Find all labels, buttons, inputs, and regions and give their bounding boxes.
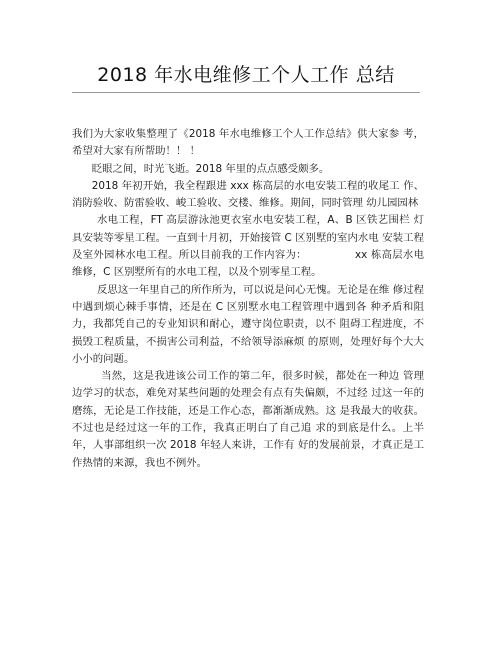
- document-title: 2018 年水电维修工个人工作 总结: [97, 64, 395, 86]
- paragraph-projects: 水电工程，FT 高层游泳池更衣室水电安装工程，A、B 区铁艺围栏 灯具安装等零星工程。一直到十月初，开始接管 C 区别墅的室内水电 安装工程及室外园林水电工程。所以目前我的工作内容为： xx 栋高层水电维修，C 区别墅所有的水电工程，以及个别零星工程。: [72, 214, 424, 279]
- title-underline: [72, 92, 420, 93]
- paragraph-year-start: 2018 年初开始，我全程跟进 xxx 栋高层的水电安装工程的收尾工 作、消防验收、防雷验收、峻工验收、交楼、维修。期间，同时管理 幼儿园园林: [72, 179, 424, 210]
- paragraph-second-year: 当然，这是我进该公司工作的第二年，很多时候，都处在一种边 管理边学习的状态，难免对某些问题的处理会有点有失偏颇，不过经 过这一年的磨练，无论是工作技能，还是工作心态，都渐渐成熟。这 是我最大的收获。不过也是经过这一年的工作，我真正明白了自己追 求的到底是什么。上半年，人事部组织一次 2018 年轻人来讲，工作有 好的发展前景，才真正是工作热情的来源，我也不例外。: [72, 370, 424, 469]
- paragraph-intro: 我们为大家收集整理了《2018 年水电维修工个人工作总结》供大家参 考，希望对大家有所帮助！！ ！: [72, 128, 424, 158]
- paragraph-time-flies: 眨眼之间，时光飞逝。2018 年里的点点感受颇多。: [91, 162, 330, 175]
- document-body: [72, 126, 424, 472]
- paragraph-reflection: 反思这一年里自己的所作所为，可以说是问心无愧。无论是在维 修过程中遇到烦心棘手事情，还是在 C 区别墅水电工程管理中遇到各 种矛盾和阻力，我都凭自己的专业知识和耐心，遵守岗位职责，以不 阻碍工程进度，不损毁工程质量，不损害公司利益，不给领导添麻烦 的原则，处理好每个大大小小的问题。: [72, 283, 424, 365]
